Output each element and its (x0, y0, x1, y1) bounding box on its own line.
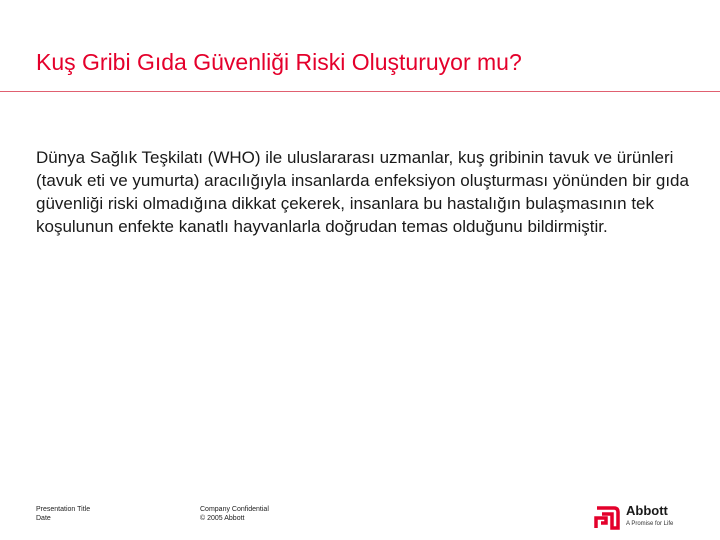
footer-date: Date (36, 515, 51, 522)
abbott-logo (594, 502, 690, 532)
slide-title: Kuş Gribi Gıda Güvenliği Riski Oluşturuyor mu? (36, 49, 522, 75)
footer-copyright: © 2005 Abbott (200, 515, 245, 522)
footer-left (36, 505, 90, 523)
logo-tagline: A Promise for Life (626, 521, 674, 527)
abbott-logo-icon (594, 506, 620, 530)
logo-name: Abbott (626, 503, 668, 518)
title-divider (0, 91, 720, 92)
body-text: Dünya Sağlık Teşkilatı (WHO) ile uluslararası uzmanlar, kuş gribinin tavuk ve ürünleri (tavuk eti ve yumurta) aracılığıyla insanlarda enfeksiyon oluşturması yönünden bir gıda güvenliği riski olmadığına dikkat çekerek, insanlara bu hastalığın bulaşmasının tek koşulunun enfekte kanatlı hayvanlarla doğrudan temas olduğunu bildirmiştir. (36, 148, 689, 236)
footer-presentation-title: Presentation Title (36, 506, 91, 513)
footer-middle (200, 505, 269, 523)
footer-confidential: Company Confidential (200, 506, 269, 513)
